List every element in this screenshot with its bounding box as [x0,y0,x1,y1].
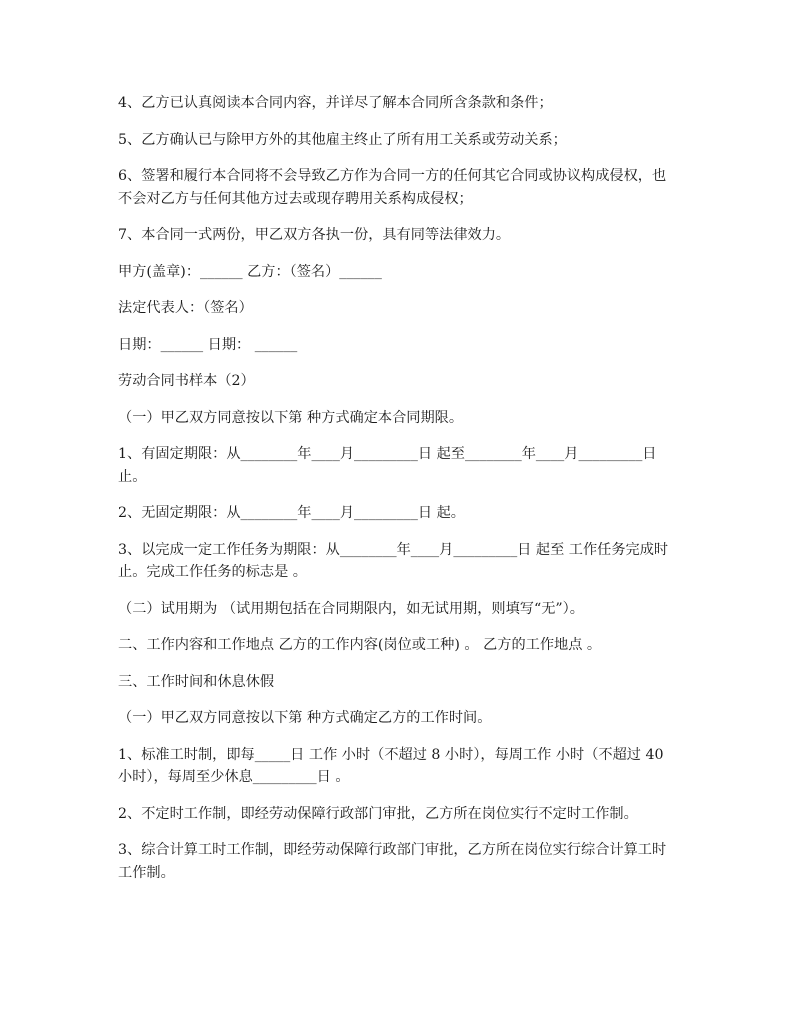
work-content-clause: 二、工作内容和工作地点 乙方的工作内容(岗位或工种) 。 乙方的工作地点 。 [118,637,602,653]
clause-7: 7、本合同一式两份，甲乙双方各执一份，具有同等法律效力。 [118,227,511,243]
standard-hours-clause: 1、标准工时制，即每_____日 工作 小时（不超过 8 小时），每周工作 小时（不超过 40 小时），每周至少休息_________日 。 [118,746,669,785]
task-term-clause: 3、以完成一定工作任务为期限：从________年____月_________日 起至 工作任务完成时止。完成工作任务的标志是 。 [118,541,669,580]
open-term-clause: 2、无固定期限：从________年____月_________日 起。 [118,505,465,521]
signature-party-line: 甲方(盖章)：______ 乙方：（签名）______ [118,263,382,280]
date-line: 日期：______ 日期： ______ [118,336,298,353]
legal-representative-line: 法定代表人：（签名） [118,300,253,316]
flexible-hours-clause: 2、不定时工作制，即经劳动保障行政部门审批，乙方所在岗位实行不定时工作制。 [118,805,638,822]
comprehensive-hours-clause: 3、综合计算工时工作制，即经劳动保障行政部门审批，乙方所在岗位实行综合计算工时工作制。 [118,842,667,881]
working-time-method-clause: （一）甲乙双方同意按以下第 种方式确定乙方的工作时间。 [118,710,492,726]
clause-6: 6、签署和履行本合同将不会导致乙方作为合同一方的任何其它合同或协议构成侵权，也不会对乙方与任何其他方过去或现存聘用关系构成侵权； [118,168,667,207]
clause-4: 4、乙方已认真阅读本合同内容，并详尽了解本合同所含条款和条件； [118,95,553,111]
section-title-sample-2: 劳动合同书样本（2） [118,373,255,389]
clause-5: 5、乙方确认已与除甲方外的其他雇主终止了所有用工关系或劳动关系； [118,131,567,148]
term-method-clause: （一）甲乙双方同意按以下第 种方式确定本合同期限。 [118,409,464,426]
document-page [118,92,678,898]
section-heading-working-hours: 三、工作时间和休息休假 [118,673,275,690]
probation-clause: （二）试用期为 （试用期包括在合同期限内，如无试用期，则填写“无”）。 [118,600,584,617]
fixed-term-clause: 1、有固定期限：从________年____月_________日 起至________年____月_________日 止。 [118,446,661,485]
